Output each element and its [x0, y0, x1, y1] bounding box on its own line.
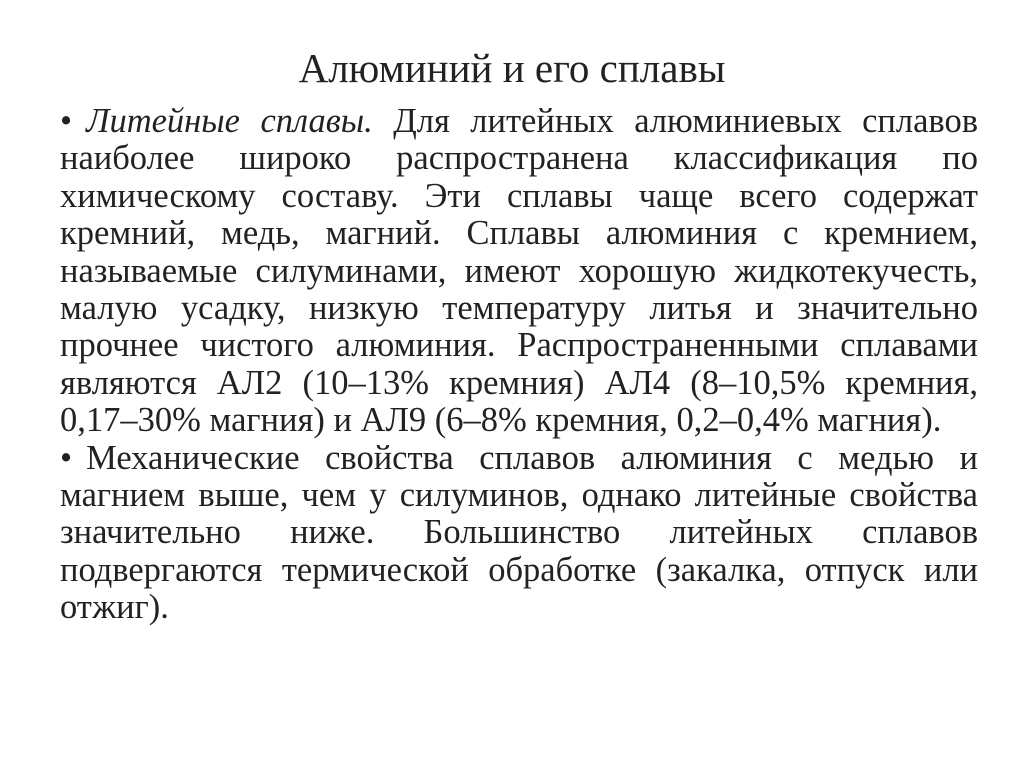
bullet-casting-alloys	[60, 103, 978, 440]
bullet-lead-italic: Литейные сплавы.	[86, 102, 373, 140]
bullet-marker: •	[60, 438, 73, 477]
bullet-text: Для литейных алюминиевых сплавов наиболее широко распространена классификация по химическому составу. Эти сплавы чаще всего содержат кремний, медь, магний. Сплавы алюминия с кремнием, называемые силуминами, имеют хорошую жидкотекучесть, малую усадку, низкую температуру литья и значительно прочнее чистого алюминия. Распространенными сплавами являются АЛ2 (10–13% кремния) АЛ4 (8–10,5% кремния, 0,17–30% магния) и АЛ9 (6–8% кремния, 0,2–0,4% магния).	[60, 102, 978, 440]
bullet-marker: •	[60, 102, 73, 140]
slide-title: Алюминий и его сплавы	[298, 45, 726, 91]
bullet-list	[60, 103, 978, 627]
bullet-mechanical-properties	[60, 440, 978, 627]
bullet-text: Механические свойства сплавов алюминия с медью и магнием выше, чем у силуминов, однако литейные свойства значительно ниже. Большинство литейных сплавов подвергаются термической обработке (закалка, отпуск или отжиг).	[60, 438, 978, 627]
